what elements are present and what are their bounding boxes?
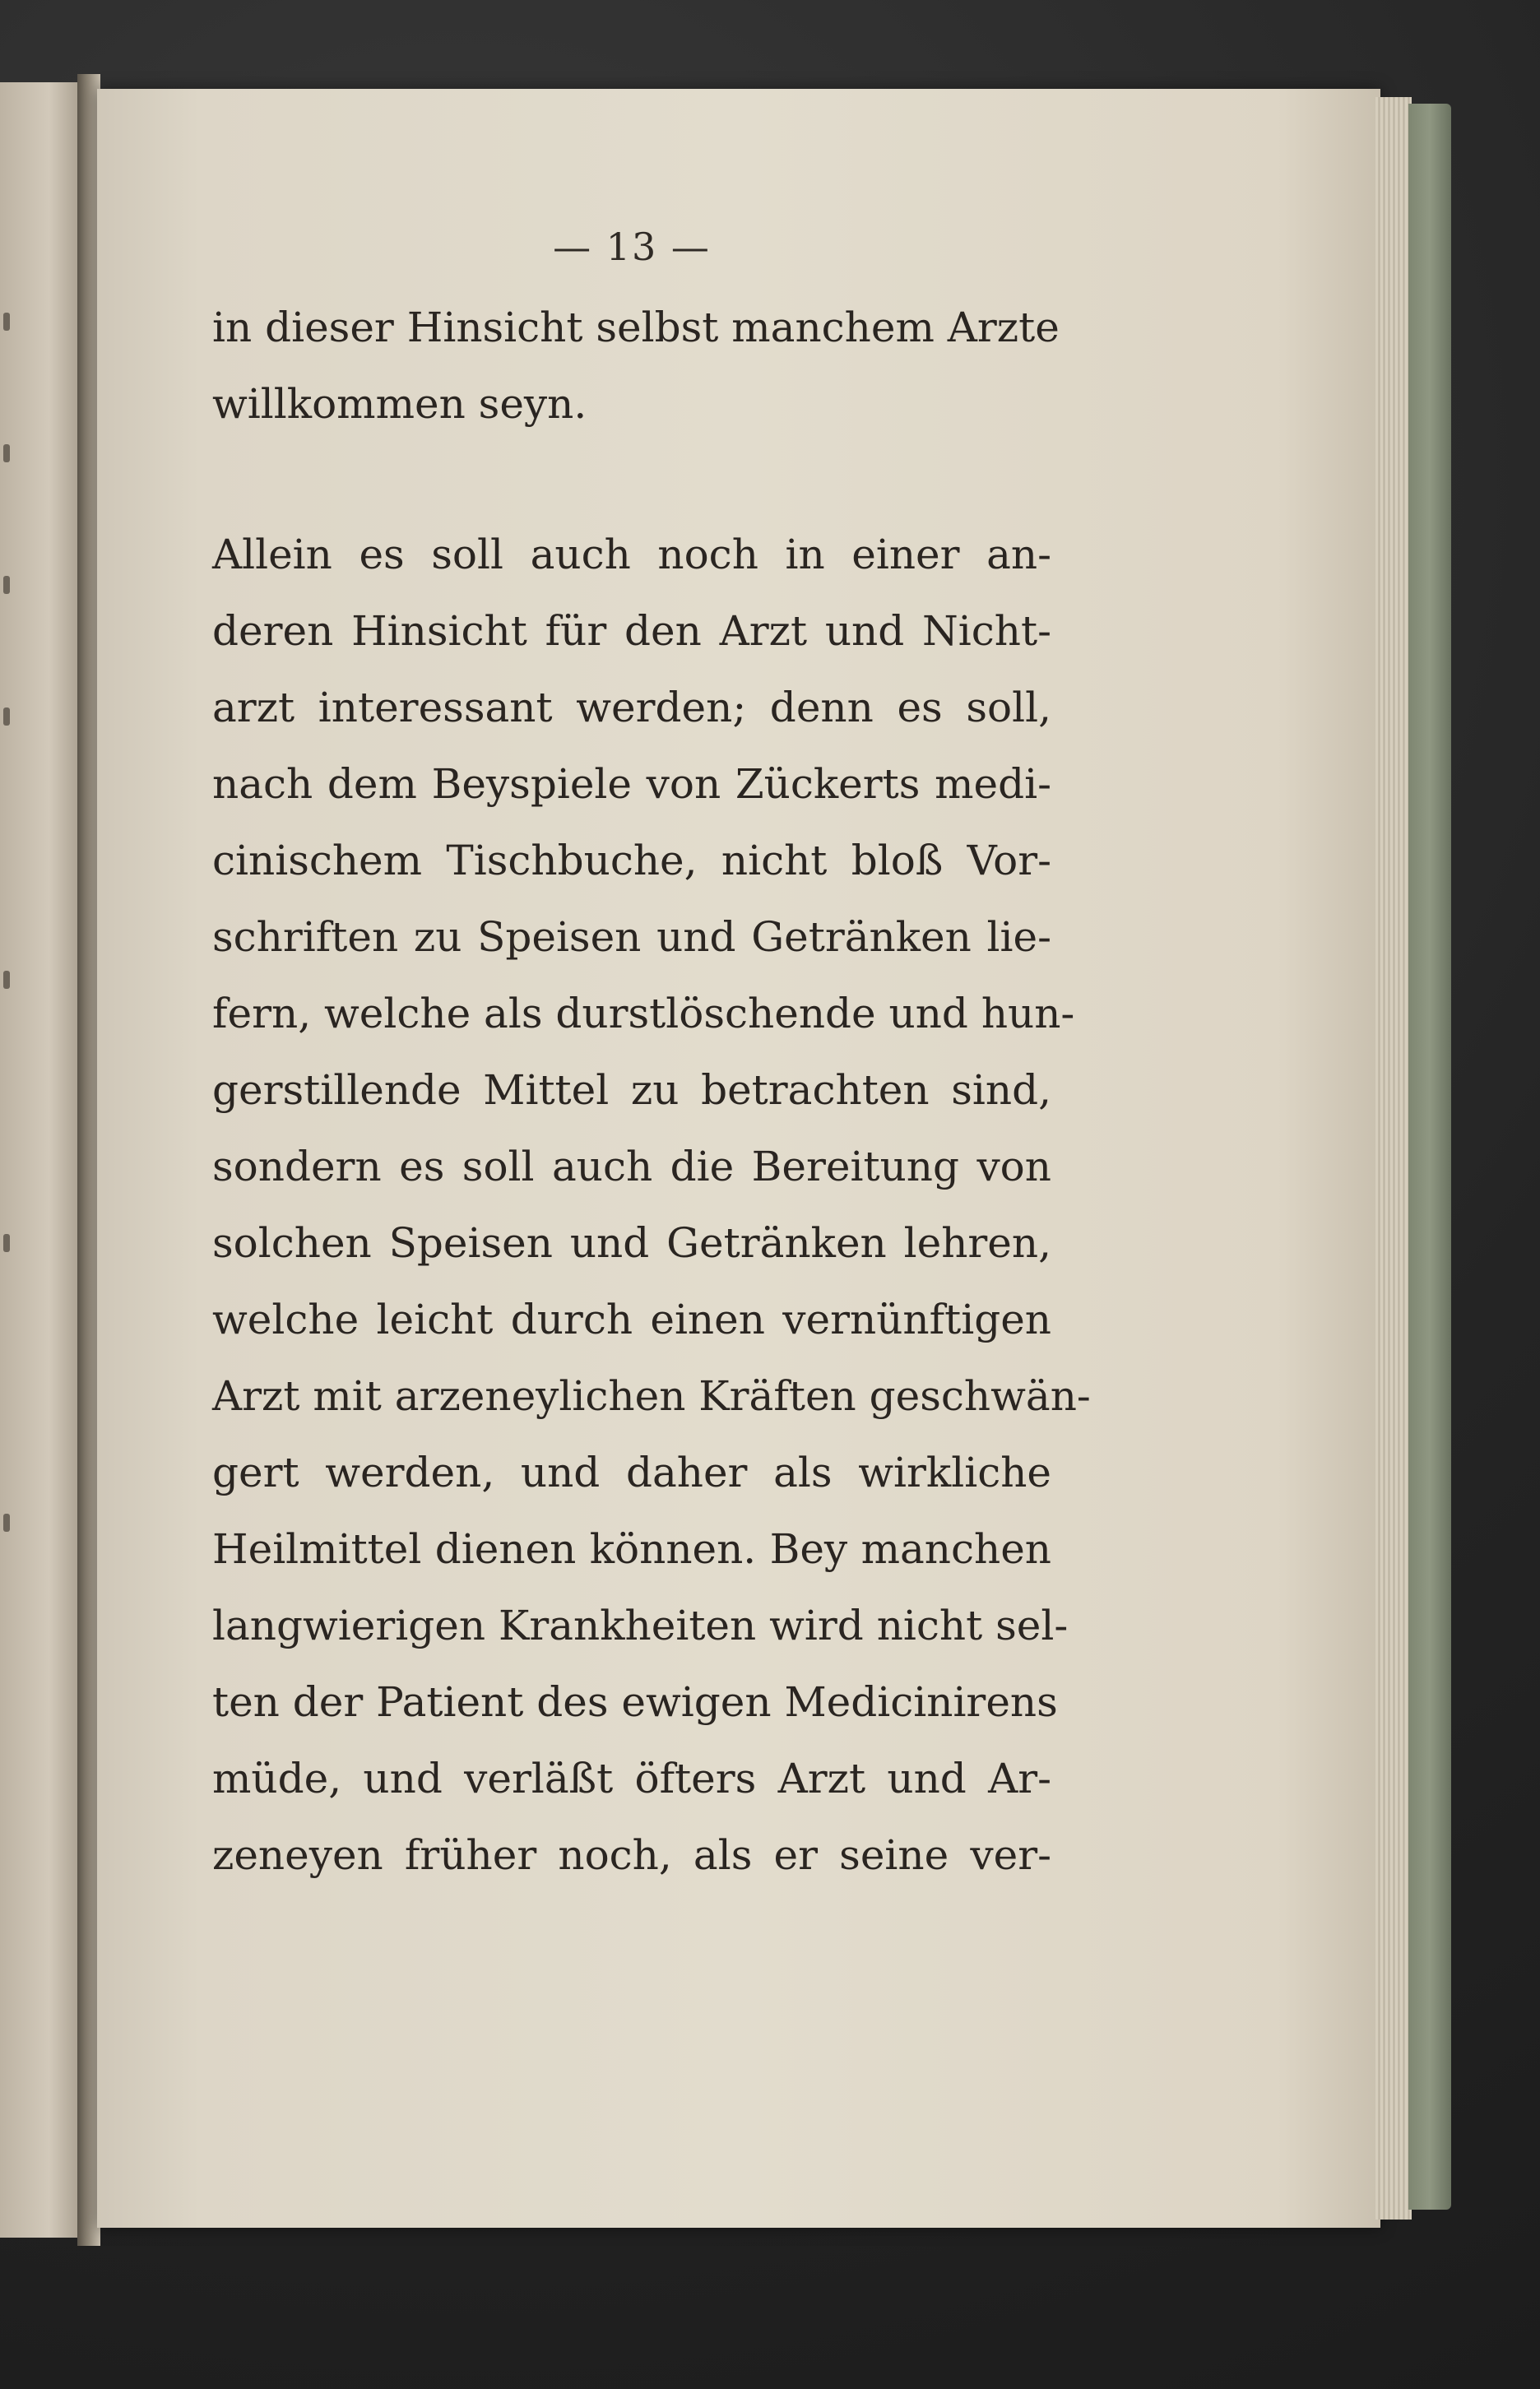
text-line: welche leicht durch einen vernünftigen [212, 1296, 1051, 1343]
text-line: gerstillende Mittel zu betrachten sind, [212, 1066, 1051, 1114]
facing-page-mark [3, 707, 10, 726]
facing-page-mark [3, 576, 10, 594]
facing-page-mark [3, 313, 10, 331]
text-line: arzt interessant werden; denn es soll, [212, 684, 1051, 731]
text-line: zeneyen früher noch, als er seine ver- [212, 1831, 1051, 1879]
text-line: nach dem Beyspiele von Zückerts medi- [212, 760, 1051, 808]
text-line: deren Hinsicht für den Arzt und Nicht- [212, 607, 1051, 655]
text-line: willkommen seyn. [212, 380, 587, 428]
facing-page-edge [0, 82, 82, 2238]
book-cover-edge [1408, 104, 1451, 2210]
text-line: sondern es soll auch die Bereitung von [212, 1143, 1051, 1190]
facing-page-mark [3, 971, 10, 989]
text-line: schriften zu Speisen und Getränken lie- [212, 913, 1051, 961]
facing-page-mark [3, 444, 10, 462]
text-line: fern, welche als durstlöschende und hun- [212, 990, 1075, 1037]
text-line: in dieser Hinsicht selbst manchem Arzte [212, 304, 1060, 351]
text-line: cinischem Tischbuche, nicht bloß Vor- [212, 837, 1051, 884]
facing-page-mark [3, 1234, 10, 1252]
page-text [212, 290, 1091, 1894]
text-line: Arzt mit arzeneylichen Kräften geschwän- [212, 1372, 1091, 1420]
text-line: ten der Patient des ewigen Medicinirens [212, 1678, 1058, 1726]
page-number: — 13 — [553, 225, 711, 269]
page-edges [1375, 97, 1412, 2220]
text-line: Allein es soll auch noch in einer an- [212, 531, 1051, 578]
text-line: gert werden, und daher als wirkliche [212, 1449, 1051, 1496]
text-line: langwierigen Krankheiten wird nicht sel- [212, 1602, 1069, 1649]
facing-page-mark [3, 1514, 10, 1532]
text-line: solchen Speisen und Getränken lehren, [212, 1219, 1051, 1267]
text-line: Heilmittel dienen können. Bey manchen [212, 1525, 1051, 1573]
text-line: müde, und verläßt öfters Arzt und Ar- [212, 1755, 1051, 1802]
